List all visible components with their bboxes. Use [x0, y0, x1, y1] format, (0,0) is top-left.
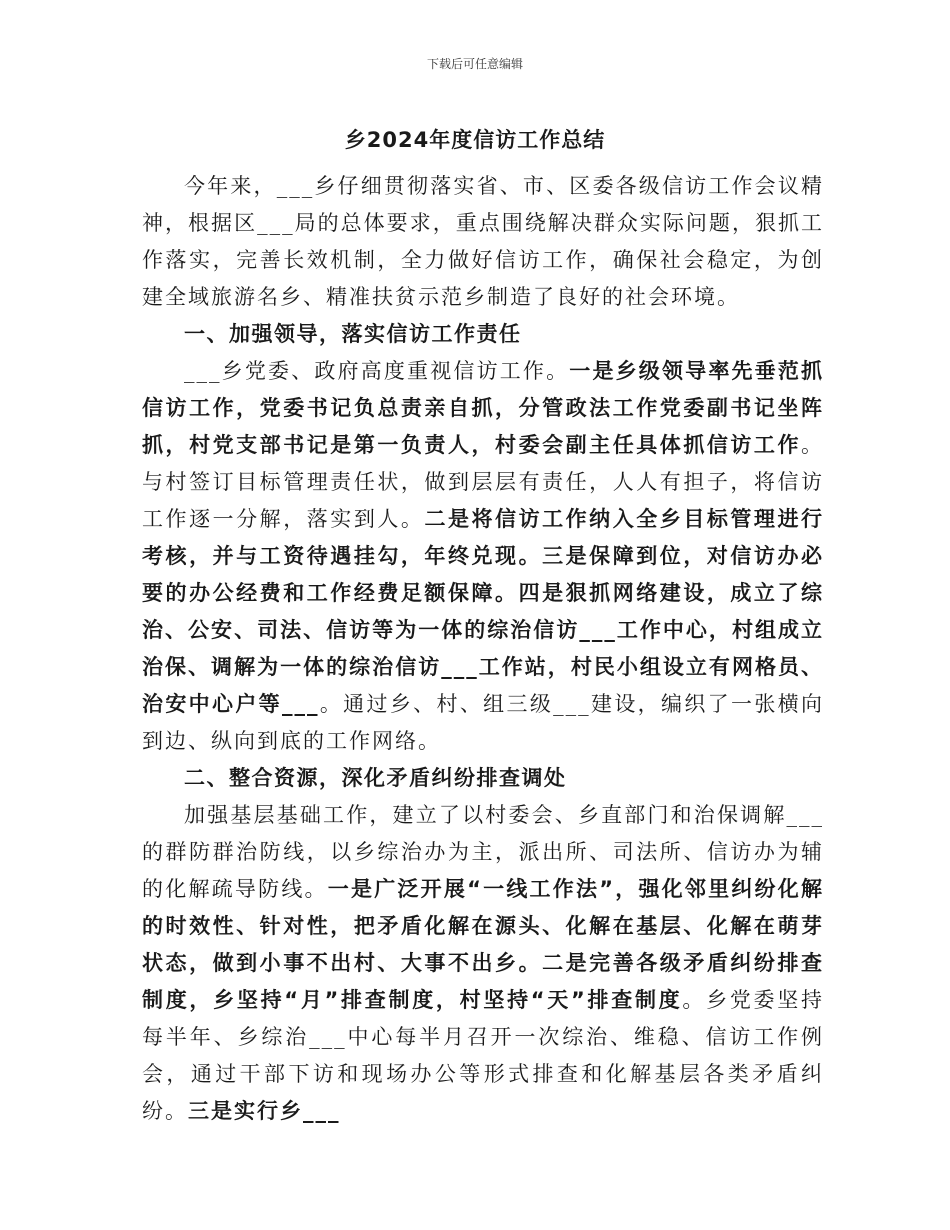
header-note: 下载后可任意编辑 — [426, 57, 523, 71]
text-run: 今年来，___乡仔细贯彻落实省、市、区委各级信访工作会议精神，根据区___局的总体要求，重点围绕解决群众实际问题，狠抓工作落实，完善长效机制，全力做好信访工作，确保社会稳定，为创建全域旅游名乡、精准扶贫示范乡制造了良好的社会环境。 — [142, 174, 824, 309]
bold-text-run: 三是实行乡___ — [188, 1099, 341, 1123]
text-run: 加强基层基础工作，建立了以村委会、乡直部门和治保调解___的群防群治防线，以乡综治办为主，派出所、司法所、信访办为辅的化解疏导防线。 — [142, 803, 824, 901]
bold-text-run: 一是乡级领导率先垂范抓信访工作，党委书记负总责亲自抓，分管政法工作党委副书记坐阵抓，村党支部书记是第一负责人，村委会副主任具体抓信访工作 — [142, 359, 825, 457]
section-heading-1: 一、加强领导，落实信访工作责任 — [184, 322, 522, 346]
bold-text-run: 一是广泛开展“一线工作法”，强化邻里纠纷化解的时效性、针对性，把矛盾化解在源头、化解在基层、化解在萌芽状态，做到小事不出村、大事不出乡。二是完善各级矛盾纠纷排查制度，乡坚持“月”排查制度，村坚持“天”排查制度 — [142, 877, 824, 1012]
text-run: 。乡党委坚持每半年、乡综治___中心每半月召开一次综治、维稳、信访工作例会，通过干部下访和现场办公等形式排查和化解基层各类矛盾纠纷。 — [142, 988, 824, 1123]
section-heading-2: 二、整合资源，深化矛盾纠纷排查调处 — [184, 766, 567, 790]
bold-text-run: 二是将信访工作纳入全乡目标管理进行考核，并与工资待遇挂勾，年终兑现。三是保障到位，对信访办必要的办公经费和工作经费足额保障。四是狠抓网络建设，成立了综治、公安、司法、信访等为一体的综治信访___工作中心，村组成立治保、调解为一体的综治信访___工作站，村民小组设立有网格员、治安中心户等___ — [142, 507, 825, 716]
text-run: 。与村签订目标管理责任状，做到层层有责任，人人有担子，将信访工作逐一分解，落实到人。 — [142, 433, 824, 531]
text-run: 。通过乡、村、组三级___建设，编织了一张横向到边、纵向到底的工作网络。 — [142, 692, 824, 753]
document-title: 乡2024年度信访工作总结 — [344, 128, 606, 152]
paragraph-section-2 — [142, 797, 824, 1130]
paragraph-section-1 — [142, 353, 824, 760]
paragraph-intro — [142, 168, 824, 316]
text-run: ___乡党委、政府高度重视信访工作。 — [184, 359, 570, 383]
document-body — [142, 168, 824, 1130]
